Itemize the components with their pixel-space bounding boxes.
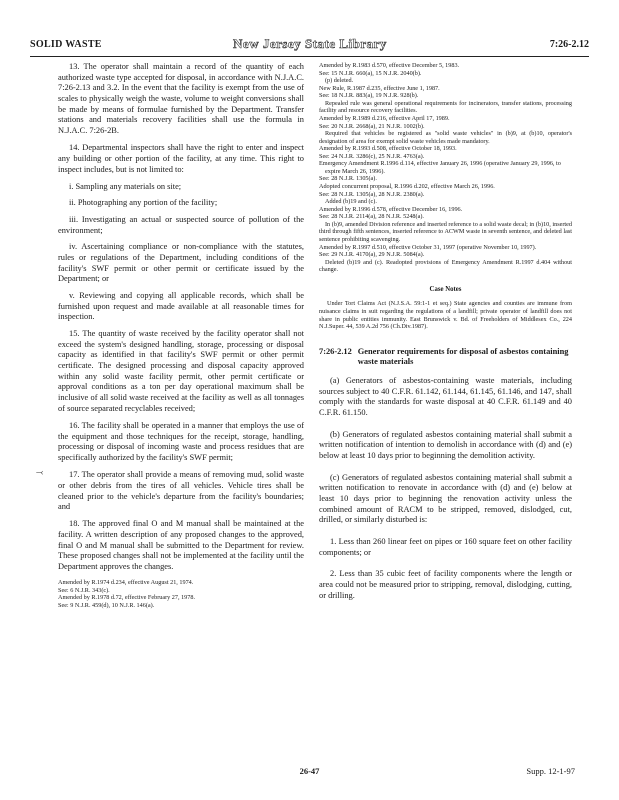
subsection-a: (a) Generators of asbestos-containing waste materials, including sources subject to 40 C.F.R. 61.142, 61.144, 61.145, 61.146, and 147, shall comply with the standards for waste disposal at 40 C.F.R. 61.149 and 40 C.F.R. 61.150. [319, 375, 572, 417]
history-line: Amended by R.1983 d.570, effective December 5, 1983. [319, 62, 460, 69]
paragraph-15: 15. The quantity of waste received by the facility operator shall not exceed the system's designed handling, storage, processing or disposal capacity as identified in that facility's SWF permit or other permit certificate. The designed processing and disposal capacity approved within any solid waste facility permit, other permit certificate or approval conditions as a ton per day operational maximum shall be inclusive of all solid waste received at the facility as well as all tonnages of source separated recyclables received; [58, 329, 304, 413]
margin-mark: ⤙ [36, 467, 44, 477]
running-head-section: 7:26-2.12 [549, 39, 589, 50]
history-line: See: 6 N.J.R. 343(c). [58, 586, 110, 594]
history-line: See: 29 N.J.R. 4170(a), 29 N.J.R. 5084(a). [319, 251, 425, 259]
history-line: See: 18 N.J.R. 883(a), 19 N.J.R. 928(b). [319, 92, 419, 100]
subsection-c: (c) Generators of regulated asbestos containing material shall submit a written notification to renovate in accordance with (d) and (e) below at least 10 days prior to beginning the renovation activity unless the combined amount of RACM to be stripped, removed, dislodged, cut, drilled, or similarly disturbed is: [319, 472, 572, 525]
list-item: ii. Photographing any portion of the facility; [69, 198, 218, 208]
running-head-title: SOLID WASTE [30, 39, 102, 50]
section-number: 7:26-2.12 [319, 346, 352, 356]
section-heading [319, 347, 572, 368]
page-header [30, 36, 589, 57]
right-column [319, 62, 572, 612]
supplement-date: Supp. 12-1-97 [526, 766, 575, 776]
history-line: Amended by R.1978 d.72, effective February 27, 1978. [58, 594, 196, 602]
history-line: Deleted (b)19 and (c). Readopted provisions of Emergency Amendment R.1997 d.404 without change. [319, 258, 572, 274]
left-column [58, 62, 304, 609]
page-number: 26-47 [299, 766, 320, 776]
history-line: New Rule, R.1987 d.235, effective June 1, 1987. [319, 84, 440, 92]
section-title: Generator requirements for disposal of asbestos containing waste materials [357, 346, 569, 367]
history-line: See: 20 N.J.R. 2668(a), 21 N.J.R. 1002(b). [319, 122, 425, 130]
history-line: In (b)9, amended Division reference and inserted reference to a solid waste decal; in (b)10, inserted third through fifth sentences, inserted reference to ACWM waste in seventh sentence, and deleted last sentence prohibiting scavenging. [319, 220, 572, 243]
paragraph-18: 18. The approved final O and M manual shall be maintained at the facility. A written description of any proposed changes to the approved, final O and M manual shall be submitted to the Department for review. These proposed changes shall not be implemented at the facility until the Department approves the changes. [58, 519, 304, 572]
case-notes-heading: Case Notes [429, 285, 462, 293]
list-item: i. Sampling any materials on site; [69, 181, 182, 191]
paragraph-16: 16. The facility shall be operated in a manner that employs the use of the equipment and those techniques for the receipt, storage, handling, processing or disposal of incoming waste and process residues that are specifically authorized by the facility's SWF permit; [58, 420, 304, 462]
history-line: Required that vehicles be registered as "solid waste vehicles" in (b)9, at (b)10, operator's designation of area for exempt solid waste vehicles made mandatory. [319, 130, 572, 145]
subsection-c-item-2: 2. Less than 35 cubic feet of facility components where the length or area could not be measured prior to stripping, removal, dislodging, cutting, or drilling. [319, 569, 572, 600]
history-line: See: 9 N.J.R. 459(d), 10 N.J.R. 146(a). [58, 601, 155, 609]
list-item: iv. Ascertaining compliance or non-compliance with the statutes, rules or regulations of the Department, including conditions of the facility's SWF permit or other permit or certificate issued by the Department; or [58, 242, 304, 284]
paragraph-17: 17. The operator shall provide a means of removing mud, solid waste or other debris from the tires of all vehicles. Vehicle tires shall be cleaned prior to the vehicle's departure from the facility's boundaries; and [58, 470, 304, 512]
history-line: Adopted concurrent proposal, R.1996 d.202, effective March 26, 1996. [319, 183, 495, 190]
library-stamp: New Jersey State Library [233, 36, 387, 51]
history-notes-right [319, 62, 572, 274]
history-line: See: 28 N.J.R. 2114(a), 28 N.J.R. 5248(a). [319, 213, 424, 221]
case-notes-text: Under Tort Claims Act (N.J.S.A. 59:1-1 et seq.) State agencies and counties are immune from nuisance claims in suit regarding the regulations of a landfill; private operator of landfill does not share in public entities immunity. East Brunswick v. Bd. of Freeholders of Middlesex Co., 224 N.J.Super. 44, 539 A.2d 756 (Ch.Div.1987). [319, 300, 572, 331]
paragraph-13: 13. The operator shall maintain a record of the quantity of each authorized waste type accepted for disposal, in accordance with N.J.A.C. 7:26-2.13 and 3.2. In the event that the facility is exempt from the use of scales to physically weigh the waste, volume to weight conversions shall be made by means of formulae furnished by the Department. Transfer stations and materials recovery facilities shall use the formula in N.J.A.C. 7:26-2B. [58, 62, 304, 136]
list-item: iii. Investigating an actual or suspected source of pollution of the environment; [58, 215, 304, 235]
history-line: Amended by R.1997 d.510, effective October 31, 1997 (operative November 10, 1997). [319, 243, 537, 251]
history-line: Added (b)19 and (c). [325, 198, 377, 206]
history-line: See: 15 N.J.R. 660(a), 15 N.J.R. 2040(b). [319, 69, 422, 77]
subsection-c-item-1: 1. Less than 260 linear feet on pipes or 160 square feet on other facility components; or [319, 537, 572, 557]
history-line: (p) deleted. [325, 77, 354, 85]
history-line: Amended by R.1989 d.216, effective April 17, 1989. [319, 114, 450, 122]
history-line: See: 28 N.J.R. 1305(a), 28 N.J.R. 2380(a). [319, 190, 425, 198]
subsection-b: (b) Generators of regulated asbestos containing material shall submit a written notification of intention to demolish in accordance with (d) and (e) below at least 10 days prior to beginning the demolition activity. [319, 429, 572, 460]
history-notes-left [58, 579, 304, 609]
history-line: See: 28 N.J.R. 1305(a). [319, 175, 377, 183]
history-line: Amended by R.1996 d.578, effective December 16, 1996. [319, 205, 463, 213]
paragraph-14: 14. Departmental inspectors shall have the right to enter and inspect any building or other portion of the facility, at any time. This right to inspect includes, but is not limited to: [58, 143, 304, 174]
history-line: Repealed rule was general operational requirements for incinerators, transfer stations, processing facility and resource recovery facilities. [319, 99, 572, 115]
history-line: Amended by R.1993 d.508, effective October 18, 1993. [319, 145, 457, 153]
history-line: Emergency Amendment R.1996 d.114, effective January 26, 1996 (operative January 29, 1996, to expire March 26, 1996). [319, 160, 561, 175]
history-line: Amended by R.1974 d.234, effective August 21, 1974. [58, 579, 194, 587]
list-item: v. Reviewing and copying all applicable records, which shall be furnished upon request and made available at all reasonable times for inspection. [58, 291, 304, 322]
history-line: See: 24 N.J.R. 3286(c), 25 N.J.R. 4763(a). [319, 152, 425, 160]
